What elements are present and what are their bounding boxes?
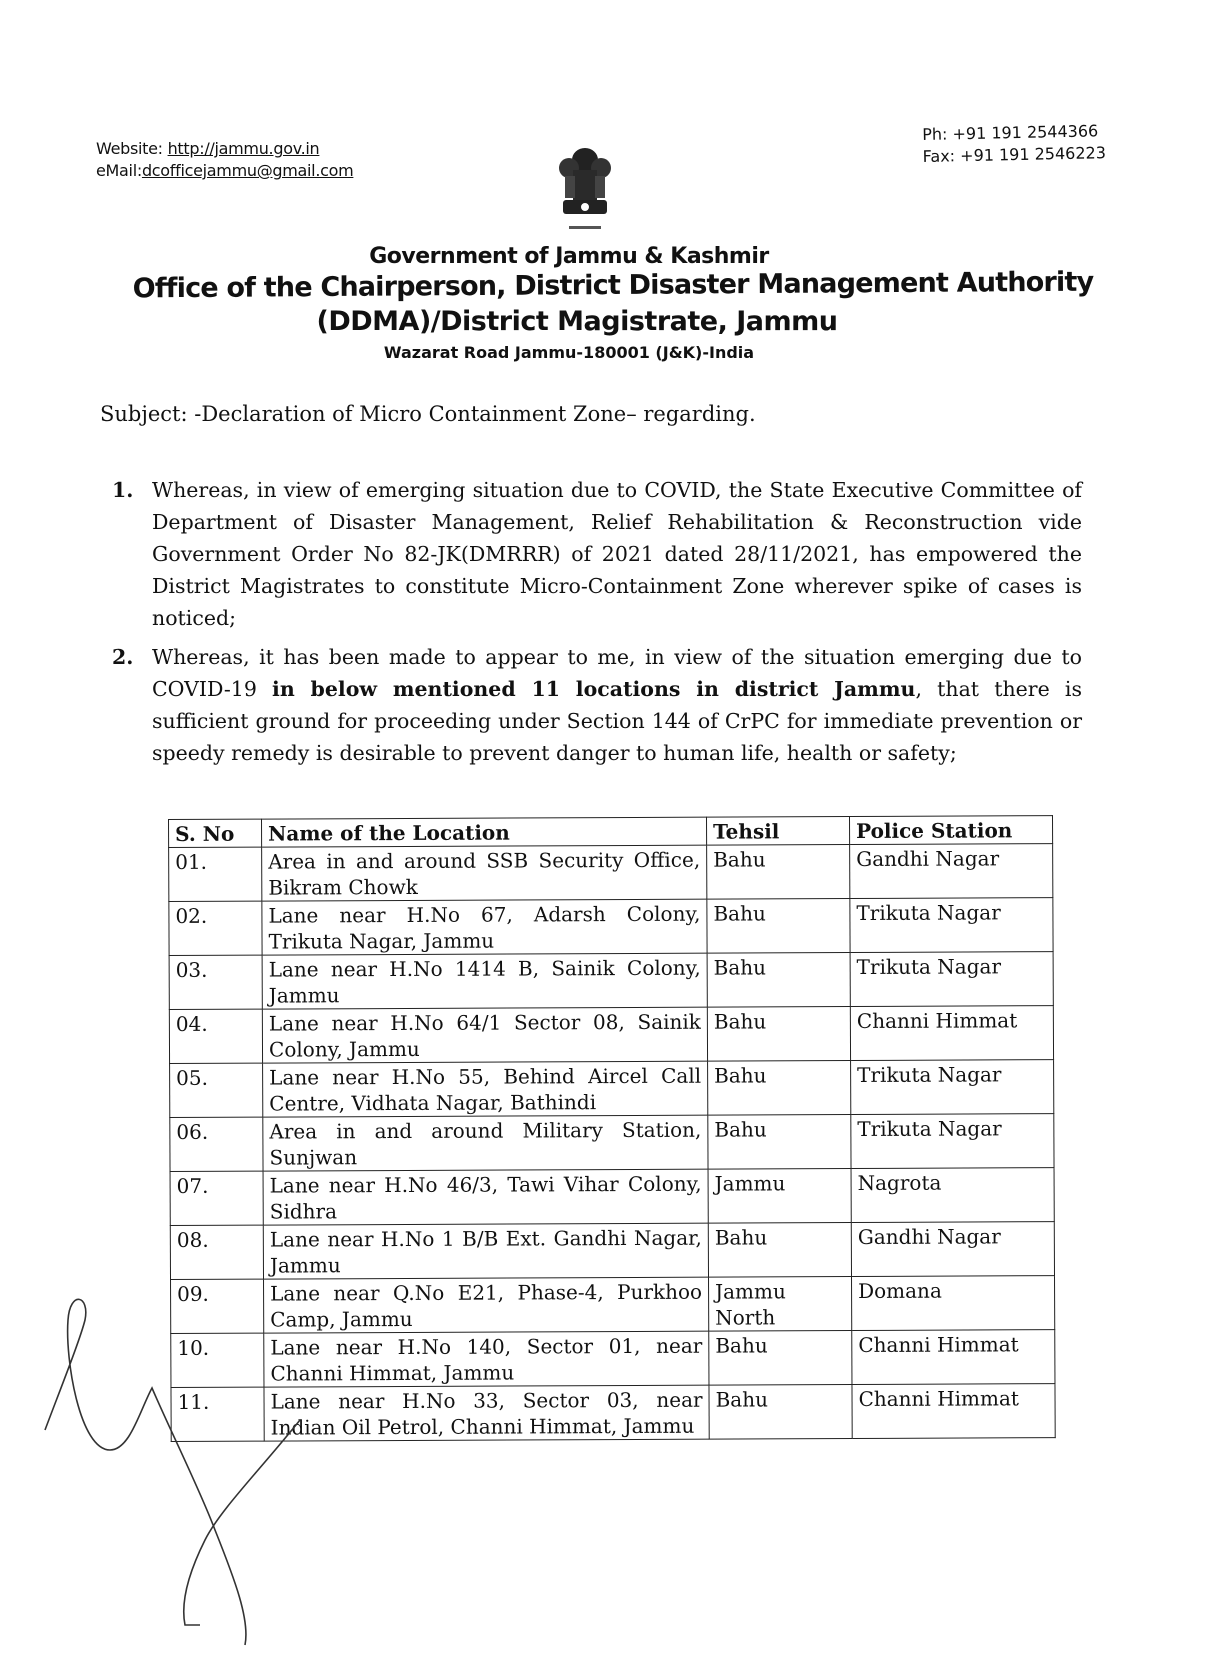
- subject-line: Subject: -Declaration of Micro Containment Zone– regarding.: [100, 402, 756, 426]
- cell-sno: 02.: [169, 901, 262, 955]
- cell-police-station: Trikuta Nagar: [850, 898, 1053, 953]
- cell-location: Lane near H.No 55, Behind Aircel Call Centre, Vidhata Nagar, Bathindi: [263, 1061, 708, 1117]
- cell-location: Lane near H.No 1414 B, Sainik Colony, Jammu: [262, 953, 707, 1009]
- cell-tehsil: Jammu: [708, 1169, 851, 1224]
- cell-tehsil: Bahu: [709, 1385, 852, 1440]
- cell-sno: 07.: [170, 1171, 263, 1225]
- website-line: [96, 138, 353, 160]
- cell-tehsil: Bahu: [707, 845, 850, 900]
- cell-tehsil: Bahu: [709, 1331, 852, 1386]
- cell-location: Lane near H.No 140, Sector 01, near Channi Himmat, Jammu: [264, 1331, 709, 1387]
- cell-location: Lane near H.No 64/1 Sector 08, Sainik Colony, Jammu: [262, 1007, 707, 1063]
- govt-heading: Government of Jammu & Kashmir: [369, 244, 769, 269]
- website-link[interactable]: http://jammu.gov.in: [167, 139, 320, 158]
- cell-tehsil: Bahu: [708, 1223, 851, 1278]
- cell-location: Area in and around SSB Security Office, Bikram Chowk: [262, 845, 707, 901]
- paragraph-2: [112, 641, 1082, 769]
- cell-location: Lane near H.No 33, Sector 03, near Indian Oil Petrol, Channi Himmat, Jammu: [264, 1385, 709, 1441]
- table-row: [169, 844, 1053, 902]
- table-row: [170, 1222, 1054, 1280]
- cell-police-station: Channi Himmat: [852, 1384, 1055, 1439]
- contact-block-left: [96, 138, 353, 182]
- cell-police-station: Gandhi Nagar: [850, 844, 1053, 899]
- ddma-heading: (DDMA)/District Magistrate, Jammu: [316, 306, 838, 337]
- cell-sno: 09.: [171, 1279, 264, 1333]
- cell-sno: 10.: [171, 1333, 264, 1387]
- paragraph-text-part: , that there is sufficient ground for proceeding under Section 144 of CrPC for immediate prevention or speedy remedy is desirable to prevent danger to human life, health or safety;: [152, 677, 1082, 765]
- email-line: [96, 160, 353, 182]
- paragraph-number: 2.: [112, 645, 134, 669]
- cell-police-station: Trikuta Nagar: [850, 952, 1053, 1007]
- signature-icon: [40, 1280, 320, 1650]
- email-link[interactable]: dcofficejammu@gmail.com: [141, 161, 354, 180]
- cell-police-station: Domana: [852, 1276, 1055, 1331]
- cell-police-station: Trikuta Nagar: [851, 1060, 1054, 1115]
- address-heading: Wazarat Road Jammu-180001 (J&K)-India: [383, 343, 755, 362]
- cell-tehsil: Bahu: [707, 953, 850, 1008]
- website-label: Website:: [96, 139, 163, 158]
- cell-sno: 03.: [169, 955, 262, 1009]
- cell-sno: 11.: [171, 1387, 264, 1441]
- table-row: [170, 1114, 1054, 1172]
- fax-label: Fax:: [922, 146, 956, 166]
- paragraph-bold-text: in below mentioned 11 locations in district Jammu: [272, 677, 916, 701]
- cell-police-station: Nagrota: [851, 1168, 1054, 1223]
- paragraph-1: [112, 474, 1082, 634]
- table-header-row: [169, 816, 1053, 848]
- email-label: eMail:: [96, 161, 142, 180]
- national-emblem-icon: [555, 140, 615, 236]
- header-location: Name of the Location: [262, 817, 707, 847]
- cell-location: Lane near H.No 1 B/B Ext. Gandhi Nagar, Jammu: [263, 1223, 708, 1279]
- header-tehsil: Tehsil: [706, 817, 849, 846]
- fax-line: [922, 142, 1106, 168]
- cell-tehsil: Bahu: [707, 1007, 850, 1062]
- table-row: [169, 952, 1053, 1010]
- cell-location: Lane near Q.No E21, Phase-4, Purkhoo Camp, Jammu: [264, 1277, 709, 1333]
- cell-location: Lane near H.No 67, Adarsh Colony, Trikuta Nagar, Jammu: [262, 899, 707, 955]
- phone-label: Ph:: [922, 124, 948, 144]
- cell-tehsil: Bahu: [707, 899, 850, 954]
- office-heading: Office of the Chairperson, District Disaster Management Authority: [132, 266, 1094, 305]
- table-row: [170, 1060, 1054, 1118]
- paragraph-text-part: Whereas, it has been made to appear to me, in view of the situation emerging due to COVID-19: [152, 645, 1082, 701]
- cell-location: Area in and around Military Station, Sunjwan: [263, 1115, 708, 1171]
- cell-sno: 05.: [170, 1063, 263, 1117]
- cell-tehsil: Bahu: [708, 1061, 851, 1116]
- table-row: [169, 1006, 1053, 1064]
- cell-tehsil: Jammu North: [709, 1277, 852, 1332]
- contact-block-right: [922, 120, 1106, 168]
- table-row: [169, 898, 1053, 956]
- fax-number: +91 191 2546223: [959, 143, 1107, 166]
- paragraph-number: 1.: [112, 478, 134, 502]
- cell-sno: 06.: [170, 1117, 263, 1171]
- cell-police-station: Channi Himmat: [852, 1330, 1055, 1385]
- phone-number: +91 191 2544366: [952, 121, 1099, 144]
- paragraph-text: [152, 641, 1082, 769]
- paragraph-text: Whereas, in view of emerging situation due to COVID, the State Executive Committee of Department of Disaster Management, Relief Rehabilitation & Reconstruction vide Government Order No 82-JK(DMRRR) of 2021 dated 28/11/2021, has empowered the District Magistrates to constitute Micro-Containment Zone wherever spike of cases is noticed;: [152, 478, 1082, 630]
- cell-sno: 04.: [169, 1009, 262, 1063]
- header-police-station: Police Station: [849, 816, 1052, 845]
- header-sno: S. No: [169, 819, 262, 847]
- cell-police-station: Gandhi Nagar: [851, 1222, 1054, 1277]
- cell-tehsil: Bahu: [708, 1115, 851, 1170]
- cell-police-station: Trikuta Nagar: [851, 1114, 1054, 1169]
- cell-location: Lane near H.No 46/3, Tawi Vihar Colony, Sidhra: [263, 1169, 708, 1225]
- table-row: [170, 1168, 1054, 1226]
- cell-sno: 08.: [170, 1225, 263, 1279]
- cell-sno: 01.: [169, 847, 262, 901]
- cell-police-station: Channi Himmat: [850, 1006, 1053, 1061]
